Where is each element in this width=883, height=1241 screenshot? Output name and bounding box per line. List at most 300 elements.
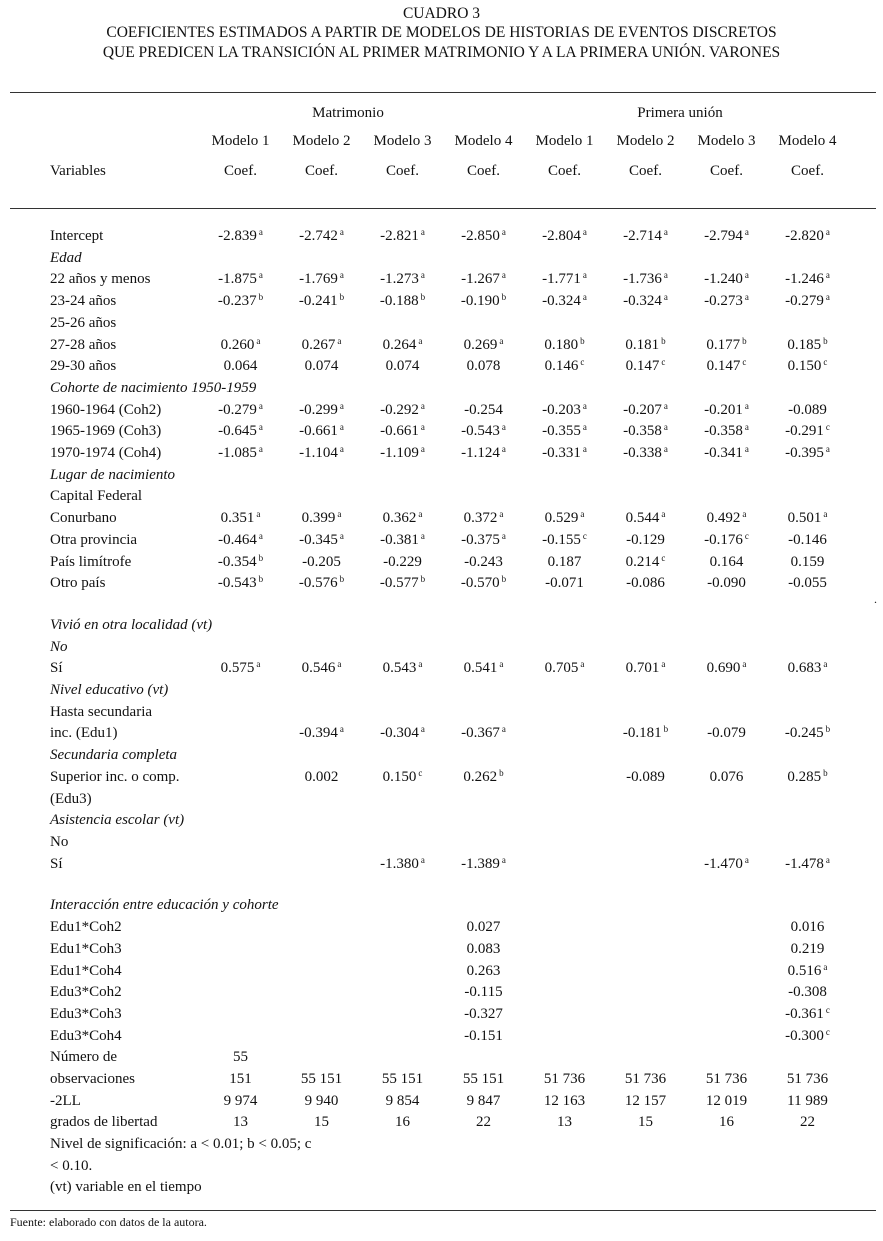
coefficient-cell: [524, 1047, 605, 1069]
coefficient-cell: [686, 269, 767, 291]
coefficient-value: 0.543: [382, 660, 417, 677]
coefficient-cell: [524, 767, 605, 789]
coefficient-cell: [767, 356, 848, 378]
category-label: Vivió en otra localidad (vt): [50, 616, 213, 633]
coefficient-cell: [281, 961, 362, 983]
coefficient-cell: [767, 789, 848, 811]
significance-marker: a: [825, 444, 830, 455]
coefficient-cell: [686, 982, 767, 1004]
category-label: Edad: [50, 249, 82, 266]
coefficient-cell: [686, 508, 767, 530]
coefficient-cell: [200, 767, 281, 789]
table-row: [50, 723, 848, 745]
variable-label: 27-28 años: [50, 336, 117, 353]
significance-marker: a: [418, 509, 423, 520]
significance-marker: b: [580, 335, 585, 346]
coefficient-value: -0.464: [218, 531, 257, 548]
coefficient-cell: [362, 226, 443, 248]
variable-label: 22 años y menos: [50, 271, 151, 288]
coefficient-cell: [200, 269, 281, 291]
coefficient-value: -1.389: [461, 855, 500, 872]
coefficient-value: -1.267: [461, 271, 500, 288]
coef-header: Coef.: [791, 163, 824, 179]
coefficient-cell: [524, 400, 605, 422]
coefficient-cell: [200, 789, 281, 811]
coefficient-value: 0.159: [790, 553, 825, 570]
coefficient-cell: [362, 832, 443, 854]
significance-marker: a: [258, 270, 263, 281]
coefficient-value: 0.399: [301, 510, 336, 527]
coefficient-value: -0.055: [788, 575, 827, 592]
coefficient-value: 0.164: [709, 553, 744, 570]
category-label: Lugar de nacimiento: [50, 466, 175, 483]
model-header: Modelo 4: [454, 133, 513, 149]
coefficient-cell: [362, 313, 443, 335]
coefficient-cell: [767, 939, 848, 961]
coefficient-cell: [686, 226, 767, 248]
significance-marker: a: [420, 400, 425, 411]
coefficient-value: -0.324: [623, 293, 662, 310]
coefficient-value: 12 019: [705, 1092, 748, 1109]
significance-marker: c: [823, 357, 828, 368]
coefficient-cell: [524, 269, 605, 291]
variable-label: (Edu3): [50, 790, 92, 807]
coefficient-cell: [524, 226, 605, 248]
significance-marker: c: [582, 530, 587, 541]
variable-label: 29-30 años: [50, 358, 117, 375]
coefficient-cell: [524, 335, 605, 357]
coefficient-cell: [443, 1112, 524, 1134]
coefficient-value: -0.089: [788, 401, 827, 418]
coefficient-value: 0.575: [220, 660, 255, 677]
coefficient-value: -0.358: [704, 423, 743, 440]
coefficient-cell: [281, 335, 362, 357]
coefficient-cell: [443, 1004, 524, 1026]
significance-marker: a: [663, 444, 668, 455]
coefficient-cell: [281, 1091, 362, 1113]
coefficient-cell: [281, 508, 362, 530]
coefficient-cell: [524, 789, 605, 811]
table-row: [50, 1047, 848, 1069]
model-header: Modelo 3: [697, 133, 756, 149]
coefficient-cell: [686, 573, 767, 595]
significance-marker: a: [420, 854, 425, 865]
coefficient-cell: [200, 1047, 281, 1069]
coefficient-value: -0.304: [380, 725, 419, 742]
coefficient-cell: [686, 443, 767, 465]
significance-marker: b: [420, 574, 426, 585]
coefficient-cell: [605, 1112, 686, 1134]
coefficient-cell: [524, 1004, 605, 1026]
coefficient-cell: [686, 789, 767, 811]
coefficient-cell: [605, 508, 686, 530]
significance-marker: b: [823, 335, 828, 346]
bottom-rule: [10, 1210, 876, 1211]
coefficient-cell: [767, 552, 848, 574]
coefficient-cell: [200, 421, 281, 443]
significance-marker: b: [258, 552, 264, 563]
coefficient-cell: [686, 1069, 767, 1091]
significance-marker: a: [823, 659, 828, 670]
coefficient-cell: [443, 486, 524, 508]
coefficient-cell: [767, 226, 848, 248]
coefficient-cell: [605, 443, 686, 465]
significance-marker: a: [499, 509, 504, 520]
coefficient-cell: [686, 854, 767, 876]
coefficient-cell: [200, 1026, 281, 1048]
coefficient-value: 55 151: [300, 1071, 343, 1088]
coefficient-cell: [443, 443, 524, 465]
coefficient-cell: [443, 767, 524, 789]
coefficient-cell: [200, 832, 281, 854]
significance-marker: a: [744, 854, 749, 865]
coefficient-cell: [524, 530, 605, 552]
coefficient-value: -0.241: [298, 293, 338, 310]
coefficient-value: 11 989: [787, 1092, 828, 1109]
significance-marker: a: [663, 400, 668, 411]
coefficient-cell: [767, 917, 848, 939]
coefficient-value: -0.229: [383, 553, 422, 570]
coefficient-cell: [200, 1112, 281, 1134]
coefficient-cell: [362, 421, 443, 443]
coefficient-value: -0.190: [460, 293, 500, 310]
significance-marker: a: [418, 659, 423, 670]
coefficient-value: 0.362: [382, 510, 417, 527]
coefficient-value: 0.078: [466, 358, 501, 375]
coefficient-value: -0.273: [704, 293, 743, 310]
coefficient-value: -1.771: [542, 271, 581, 288]
coefficient-value: -0.570: [460, 575, 500, 592]
coefficient-value: 13: [233, 1114, 248, 1131]
table-row: [50, 767, 848, 789]
coefficient-cell: [200, 552, 281, 574]
coefficient-cell: [605, 939, 686, 961]
variable-label: Sí: [50, 855, 63, 872]
variable-label: Edu1*Coh4: [50, 962, 122, 979]
coefficient-cell: [443, 982, 524, 1004]
model-header: Modelo 2: [616, 133, 675, 149]
coefficient-value: -0.354: [217, 553, 257, 570]
coefficient-value: 51 736: [624, 1071, 667, 1088]
coefficient-value: -0.345: [299, 531, 338, 548]
significance-marker: a: [582, 292, 587, 303]
coefficient-cell: [281, 658, 362, 680]
coefficient-value: -0.308: [788, 984, 827, 1001]
coefficient-cell: [281, 917, 362, 939]
coefficient-value: -0.300: [785, 1027, 824, 1044]
coefficient-cell: [605, 854, 686, 876]
coef-header: Coef.: [548, 163, 581, 179]
coefficient-value: 0.180: [544, 336, 579, 353]
significance-marker: a: [663, 292, 668, 303]
coefficient-cell: [767, 335, 848, 357]
significance-marker: a: [418, 335, 423, 346]
coefficient-cell: [281, 1069, 362, 1091]
table-row: [50, 939, 848, 961]
variable-label: -2LL: [50, 1092, 81, 1109]
significance-marker: a: [580, 659, 585, 670]
coefficient-cell: [767, 269, 848, 291]
coefficient-cell: [767, 702, 848, 724]
table-row: [50, 573, 848, 595]
table-row: [50, 356, 848, 378]
coefficient-value: 0.181: [625, 336, 660, 353]
coefficient-cell: [443, 313, 524, 335]
source-note: Fuente: elaborado con datos de la autora.: [10, 1215, 207, 1229]
coefficient-value: -2.742: [299, 228, 338, 244]
significance-marker: a: [744, 444, 749, 455]
coefficient-value: -1.085: [218, 445, 257, 462]
coefficient-cell: [281, 702, 362, 724]
significance-marker: b: [420, 292, 426, 303]
variable-label: Edu1*Coh2: [50, 919, 122, 936]
coefficient-value: -0.341: [704, 445, 743, 462]
coefficient-cell: [281, 767, 362, 789]
coefficient-cell: [200, 335, 281, 357]
variable-label: inc. (Edu1): [50, 725, 118, 742]
coefficient-cell: [524, 961, 605, 983]
coefficient-cell: [281, 313, 362, 335]
significance-marker: b: [501, 574, 507, 585]
coefficient-value: -0.181: [622, 725, 662, 742]
vt-note: (vt) variable en el tiempo: [50, 1179, 202, 1195]
coefficient-cell: [524, 917, 605, 939]
significance-marker: a: [339, 444, 344, 455]
table-row: [50, 637, 848, 659]
coefficient-cell: [362, 723, 443, 745]
significance-marker: c: [661, 357, 666, 368]
coefficient-cell: [362, 356, 443, 378]
coefficient-value: -0.576: [298, 575, 338, 592]
coefficient-value: 0.185: [787, 336, 822, 353]
coefficient-cell: [362, 702, 443, 724]
coefficient-value: 0.541: [463, 660, 498, 677]
coefficient-cell: [767, 443, 848, 465]
coefficient-cell: [362, 269, 443, 291]
coefficient-cell: [200, 226, 281, 248]
coefficient-cell: [362, 1091, 443, 1113]
significance-marker: a: [823, 509, 828, 520]
variable-label: Edu3*Coh3: [50, 1005, 122, 1022]
coefficient-cell: [281, 443, 362, 465]
coefficient-cell: [200, 939, 281, 961]
coefficient-value: 0.027: [466, 919, 501, 936]
top-rule: [10, 92, 876, 93]
coefficient-cell: [686, 552, 767, 574]
coefficient-cell: [686, 939, 767, 961]
coefficient-value: -1.109: [380, 445, 419, 462]
table-row: [50, 789, 848, 811]
header-rule: [10, 208, 876, 209]
coefficient-value: -0.543: [461, 423, 500, 440]
significance-marker: a: [258, 444, 263, 455]
coefficient-value: -0.324: [542, 293, 581, 310]
coefficient-value: -0.090: [707, 575, 746, 592]
coefficient-value: 0.269: [463, 336, 498, 353]
coefficient-value: 0.074: [385, 358, 420, 375]
coefficient-cell: [524, 982, 605, 1004]
significance-marker: a: [339, 422, 344, 433]
significance-marker: a: [582, 270, 587, 281]
coefficient-cell: [281, 789, 362, 811]
significance-marker: a: [339, 400, 344, 411]
significance-marker: b: [663, 724, 669, 735]
variable-label: Número de: [50, 1049, 118, 1066]
coefficient-cell: [767, 400, 848, 422]
coefficient-cell: [200, 1091, 281, 1113]
coefficient-value: -0.394: [299, 725, 338, 742]
coefficient-cell: [200, 854, 281, 876]
coefficient-cell: [362, 443, 443, 465]
coefficient-cell: [524, 486, 605, 508]
variable-label: Edu3*Coh4: [50, 1027, 122, 1044]
coefficients-table: [50, 226, 848, 1134]
coefficient-cell: [281, 1026, 362, 1048]
coefficient-value: 9 854: [385, 1092, 420, 1109]
coefficient-cell: [200, 658, 281, 680]
coefficient-cell: [767, 723, 848, 745]
significance-marker: a: [339, 724, 344, 735]
variable-label: grados de libertad: [50, 1114, 158, 1131]
coefficient-cell: [200, 443, 281, 465]
significance-marker: a: [256, 659, 261, 670]
coefficient-cell: [605, 552, 686, 574]
coef-header: Coef.: [305, 163, 338, 179]
coefficient-cell: [767, 508, 848, 530]
coefficient-value: -0.338: [623, 445, 662, 462]
coefficient-value: -0.151: [464, 1027, 503, 1044]
coefficient-value: -2.850: [461, 228, 500, 244]
significance-marker: b: [499, 767, 504, 778]
coefficient-value: 0.372: [463, 510, 498, 527]
coefficient-cell: [443, 1026, 524, 1048]
coefficient-cell: [767, 486, 848, 508]
coefficient-cell: [605, 335, 686, 357]
significance-marker: a: [258, 422, 263, 433]
model-header: Modelo 4: [778, 133, 837, 149]
coefficient-cell: [767, 961, 848, 983]
coefficient-cell: [524, 291, 605, 313]
coefficient-cell: [281, 573, 362, 595]
coefficient-value: -1.273: [380, 271, 419, 288]
significance-marker: a: [337, 509, 342, 520]
coefficient-value: 0.544: [625, 510, 660, 527]
coefficient-cell: [524, 1069, 605, 1091]
significance-marker: a: [339, 227, 344, 237]
variable-label: Sí: [50, 660, 63, 677]
table-row: [50, 680, 848, 702]
coefficient-value: 0.263: [466, 962, 501, 979]
significance-marker: a: [258, 530, 263, 541]
coefficient-cell: [362, 767, 443, 789]
coefficient-cell: [362, 486, 443, 508]
table-row: [50, 530, 848, 552]
coef-header: Coef.: [224, 163, 257, 179]
coef-header: Coef.: [467, 163, 500, 179]
coefficient-cell: [686, 530, 767, 552]
category-label: Nivel educativo (vt): [50, 682, 169, 699]
coefficient-value: 0.064: [223, 358, 258, 375]
coefficient-value: 0.074: [304, 358, 339, 375]
coefficient-cell: [362, 658, 443, 680]
coefficient-cell: [686, 1047, 767, 1069]
significance-marker: b: [501, 292, 507, 303]
coefficient-cell: [362, 1026, 443, 1048]
significance-marker: a: [823, 961, 828, 972]
coefficient-value: -2.804: [542, 228, 581, 244]
coefficient-cell: [605, 832, 686, 854]
coefficient-value: -1.769: [299, 271, 338, 288]
coefficient-cell: [200, 291, 281, 313]
coefficient-cell: [605, 486, 686, 508]
significance-marker: a: [501, 444, 506, 455]
spacer-row: [50, 875, 848, 895]
coefficient-cell: [605, 1026, 686, 1048]
coefficient-cell: [605, 1069, 686, 1091]
coefficient-value: -0.331: [542, 445, 581, 462]
coefficient-cell: [200, 530, 281, 552]
coefficient-cell: [281, 723, 362, 745]
table-row: [50, 443, 848, 465]
table-row: [50, 1069, 848, 1091]
coefficient-cell: [686, 1026, 767, 1048]
coefficient-value: 0.492: [706, 510, 741, 527]
coefficient-cell: [362, 789, 443, 811]
table-row: [50, 895, 848, 917]
coefficient-cell: [443, 226, 524, 248]
coefficient-value: 0.264: [382, 336, 417, 353]
coefficient-cell: [281, 400, 362, 422]
coefficient-cell: [524, 313, 605, 335]
significance-marker: a: [501, 422, 506, 433]
significance-marker: c: [580, 357, 585, 368]
table-row: [50, 1112, 848, 1134]
significance-marker: a: [825, 854, 830, 865]
coefficient-value: 151: [229, 1071, 252, 1088]
significance-marker: c: [418, 767, 423, 778]
coefficient-cell: [281, 1112, 362, 1134]
coefficient-cell: [281, 552, 362, 574]
coefficient-cell: [362, 400, 443, 422]
significance-marker: a: [663, 227, 668, 237]
coefficient-cell: [767, 291, 848, 313]
coefficient-value: 12 157: [624, 1092, 667, 1109]
coefficient-cell: [605, 573, 686, 595]
coefficient-value: -0.254: [464, 401, 503, 418]
coefficient-cell: [281, 1047, 362, 1069]
coefficient-value: -0.358: [623, 423, 662, 440]
significance-marker: b: [258, 292, 264, 303]
coefficient-cell: [281, 1004, 362, 1026]
table-row: [50, 248, 848, 270]
variable-label: Edu3*Coh2: [50, 984, 122, 1001]
significance-marker: a: [420, 422, 425, 433]
coefficient-cell: [200, 356, 281, 378]
coefficient-cell: [443, 854, 524, 876]
coefficient-cell: [200, 982, 281, 1004]
coefficient-value: 55: [233, 1049, 248, 1066]
coefficient-cell: [686, 702, 767, 724]
coefficient-value: -2.820: [785, 228, 824, 244]
coefficient-value: 0.285: [787, 768, 822, 785]
coefficient-cell: [443, 573, 524, 595]
coefficient-cell: [524, 658, 605, 680]
significance-marker: a: [258, 227, 263, 237]
significance-marker: a: [582, 422, 587, 433]
coefficient-cell: [605, 313, 686, 335]
variable-label: Conurbano: [50, 510, 117, 527]
coefficient-value: -0.381: [380, 531, 419, 548]
